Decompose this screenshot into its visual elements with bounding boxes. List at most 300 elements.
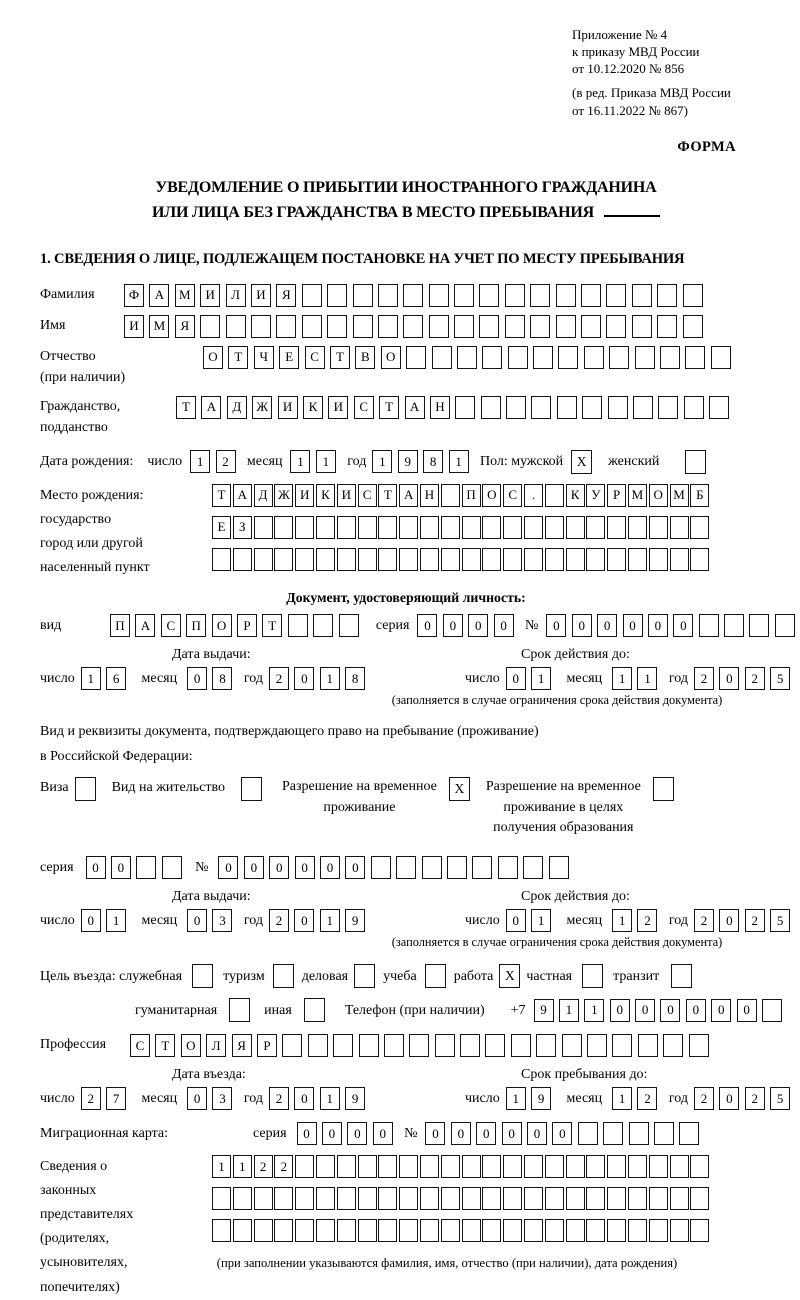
char-cell[interactable]: 3 — [212, 909, 232, 932]
residence-valid-month-cells[interactable] — [612, 909, 663, 932]
char-cell[interactable] — [457, 346, 477, 369]
char-cell[interactable]: 2 — [269, 909, 289, 932]
char-cell[interactable]: С — [130, 1034, 150, 1057]
char-cell[interactable]: Д — [227, 396, 247, 419]
char-cell[interactable]: Ф — [124, 284, 144, 307]
birthplace-cells-row1[interactable] — [212, 484, 711, 507]
char-cell[interactable] — [606, 284, 626, 307]
sex-female-checkbox[interactable] — [685, 450, 706, 474]
char-cell[interactable] — [399, 1187, 418, 1210]
doc-valid-year-cells[interactable] — [694, 667, 796, 690]
char-cell[interactable]: 2 — [694, 909, 714, 932]
char-cell[interactable] — [609, 346, 629, 369]
char-cell[interactable] — [302, 315, 322, 338]
char-cell[interactable]: 0 — [86, 856, 106, 879]
char-cell[interactable]: Д — [254, 484, 273, 507]
char-cell[interactable]: Т — [228, 346, 248, 369]
char-cell[interactable]: С — [503, 484, 522, 507]
char-cell[interactable]: П — [186, 614, 206, 637]
char-cell[interactable]: 2 — [216, 450, 236, 473]
char-cell[interactable]: С — [354, 396, 374, 419]
char-cell[interactable]: 0 — [506, 667, 526, 690]
char-cell[interactable]: У — [586, 484, 605, 507]
char-cell[interactable] — [378, 516, 397, 539]
char-cell[interactable]: Я — [175, 315, 195, 338]
char-cell[interactable] — [663, 1034, 683, 1057]
doc-number-cells[interactable] — [546, 614, 800, 637]
char-cell[interactable]: 0 — [345, 856, 365, 879]
char-cell[interactable] — [482, 1219, 501, 1242]
char-cell[interactable] — [274, 516, 293, 539]
char-cell[interactable]: 1 — [106, 909, 126, 932]
char-cell[interactable]: А — [399, 484, 418, 507]
char-cell[interactable]: О — [203, 346, 223, 369]
char-cell[interactable] — [276, 315, 296, 338]
char-cell[interactable] — [683, 284, 703, 307]
purpose-transit-checkbox[interactable] — [671, 964, 692, 988]
char-cell[interactable] — [690, 1155, 709, 1178]
char-cell[interactable]: 2 — [745, 667, 765, 690]
stay-month-cells[interactable] — [612, 1087, 663, 1110]
char-cell[interactable] — [545, 516, 564, 539]
char-cell[interactable]: 0 — [81, 909, 101, 932]
char-cell[interactable] — [371, 856, 391, 879]
char-cell[interactable] — [441, 516, 460, 539]
char-cell[interactable] — [462, 516, 481, 539]
char-cell[interactable]: 9 — [531, 1087, 551, 1110]
profession-cells[interactable] — [130, 1034, 714, 1057]
char-cell[interactable]: 0 — [244, 856, 264, 879]
char-cell[interactable]: 2 — [637, 1087, 657, 1110]
char-cell[interactable] — [524, 548, 543, 571]
char-cell[interactable] — [295, 1219, 314, 1242]
char-cell[interactable] — [638, 1034, 658, 1057]
char-cell[interactable] — [327, 284, 347, 307]
char-cell[interactable] — [562, 1034, 582, 1057]
char-cell[interactable]: 1 — [316, 450, 336, 473]
char-cell[interactable] — [545, 1187, 564, 1210]
char-cell[interactable]: Т — [378, 484, 397, 507]
entry-month-cells[interactable] — [187, 1087, 238, 1110]
char-cell[interactable] — [313, 614, 333, 637]
residence-series-cells[interactable] — [86, 856, 188, 879]
char-cell[interactable] — [545, 1155, 564, 1178]
char-cell[interactable] — [689, 1034, 709, 1057]
char-cell[interactable] — [200, 315, 220, 338]
char-cell[interactable]: С — [161, 614, 181, 637]
char-cell[interactable] — [337, 516, 356, 539]
char-cell[interactable] — [378, 315, 398, 338]
purpose-work-checkbox[interactable]: X — [499, 964, 520, 988]
char-cell[interactable] — [633, 396, 653, 419]
migration-card-series-cells[interactable] — [297, 1122, 399, 1145]
char-cell[interactable]: 0 — [686, 999, 706, 1022]
char-cell[interactable]: Р — [237, 614, 257, 637]
char-cell[interactable]: 1 — [449, 450, 469, 473]
char-cell[interactable] — [327, 315, 347, 338]
char-cell[interactable]: 8 — [423, 450, 443, 473]
char-cell[interactable]: И — [328, 396, 348, 419]
char-cell[interactable]: 0 — [719, 1087, 739, 1110]
citizenship-cells[interactable] — [176, 396, 735, 419]
purpose-private-checkbox[interactable] — [582, 964, 603, 988]
char-cell[interactable] — [586, 1187, 605, 1210]
char-cell[interactable] — [649, 1187, 668, 1210]
char-cell[interactable]: 1 — [212, 1155, 231, 1178]
char-cell[interactable] — [162, 856, 182, 879]
char-cell[interactable] — [233, 1187, 252, 1210]
char-cell[interactable]: 1 — [372, 450, 392, 473]
char-cell[interactable] — [654, 1122, 674, 1145]
char-cell[interactable]: 9 — [345, 909, 365, 932]
char-cell[interactable]: 5 — [770, 667, 790, 690]
char-cell[interactable]: Т — [176, 396, 196, 419]
birth-day-cells[interactable] — [190, 450, 241, 473]
char-cell[interactable] — [581, 284, 601, 307]
char-cell[interactable] — [508, 346, 528, 369]
doc-type-cells[interactable] — [110, 614, 364, 637]
char-cell[interactable] — [378, 548, 397, 571]
char-cell[interactable]: 0 — [295, 856, 315, 879]
char-cell[interactable]: 0 — [373, 1122, 393, 1145]
doc-valid-month-cells[interactable] — [612, 667, 663, 690]
char-cell[interactable] — [649, 1155, 668, 1178]
char-cell[interactable] — [608, 396, 628, 419]
char-cell[interactable] — [533, 346, 553, 369]
char-cell[interactable] — [295, 1155, 314, 1178]
char-cell[interactable] — [683, 315, 703, 338]
birthplace-cells-row3[interactable] — [212, 548, 711, 571]
char-cell[interactable]: 0 — [572, 614, 592, 637]
char-cell[interactable] — [399, 516, 418, 539]
char-cell[interactable]: 8 — [345, 667, 365, 690]
char-cell[interactable] — [503, 516, 522, 539]
char-cell[interactable] — [505, 284, 525, 307]
char-cell[interactable] — [628, 516, 647, 539]
char-cell[interactable]: Ж — [274, 484, 293, 507]
char-cell[interactable] — [454, 315, 474, 338]
char-cell[interactable] — [274, 548, 293, 571]
char-cell[interactable]: 0 — [269, 856, 289, 879]
char-cell[interactable]: 0 — [719, 667, 739, 690]
char-cell[interactable] — [378, 284, 398, 307]
char-cell[interactable] — [399, 1219, 418, 1242]
char-cell[interactable]: А — [149, 284, 169, 307]
char-cell[interactable] — [556, 284, 576, 307]
char-cell[interactable] — [482, 516, 501, 539]
char-cell[interactable] — [441, 484, 460, 507]
char-cell[interactable]: 0 — [502, 1122, 522, 1145]
char-cell[interactable] — [503, 1155, 522, 1178]
char-cell[interactable]: 0 — [610, 999, 630, 1022]
char-cell[interactable]: С — [358, 484, 377, 507]
char-cell[interactable]: 0 — [648, 614, 668, 637]
char-cell[interactable]: 0 — [673, 614, 693, 637]
char-cell[interactable]: 0 — [425, 1122, 445, 1145]
char-cell[interactable]: М — [149, 315, 169, 338]
char-cell[interactable] — [358, 548, 377, 571]
char-cell[interactable] — [657, 315, 677, 338]
char-cell[interactable] — [607, 1187, 626, 1210]
char-cell[interactable]: 9 — [534, 999, 554, 1022]
char-cell[interactable] — [524, 1187, 543, 1210]
char-cell[interactable]: О — [649, 484, 668, 507]
char-cell[interactable]: Л — [226, 284, 246, 307]
char-cell[interactable]: Т — [379, 396, 399, 419]
char-cell[interactable] — [378, 1155, 397, 1178]
char-cell[interactable] — [690, 1219, 709, 1242]
char-cell[interactable] — [482, 346, 502, 369]
char-cell[interactable] — [503, 1187, 522, 1210]
char-cell[interactable]: 2 — [269, 667, 289, 690]
char-cell[interactable] — [422, 856, 442, 879]
char-cell[interactable]: 7 — [106, 1087, 126, 1110]
reps-cells-row1[interactable] — [212, 1155, 742, 1178]
char-cell[interactable]: Н — [430, 396, 450, 419]
char-cell[interactable] — [709, 396, 729, 419]
char-cell[interactable] — [586, 1155, 605, 1178]
char-cell[interactable]: И — [295, 484, 314, 507]
char-cell[interactable]: 0 — [297, 1122, 317, 1145]
char-cell[interactable] — [660, 346, 680, 369]
char-cell[interactable]: 0 — [322, 1122, 342, 1145]
char-cell[interactable] — [545, 548, 564, 571]
char-cell[interactable]: Р — [607, 484, 626, 507]
char-cell[interactable]: 2 — [694, 1087, 714, 1110]
purpose-other-checkbox[interactable] — [304, 998, 325, 1022]
char-cell[interactable] — [530, 315, 550, 338]
char-cell[interactable]: 2 — [81, 1087, 101, 1110]
char-cell[interactable] — [670, 1155, 689, 1178]
char-cell[interactable]: М — [670, 484, 689, 507]
char-cell[interactable] — [254, 548, 273, 571]
reps-cells-row2[interactable] — [212, 1187, 742, 1210]
doc-issue-day-cells[interactable] — [81, 667, 132, 690]
char-cell[interactable]: 1 — [290, 450, 310, 473]
char-cell[interactable] — [136, 856, 156, 879]
char-cell[interactable] — [233, 1219, 252, 1242]
char-cell[interactable]: 3 — [212, 1087, 232, 1110]
migration-card-number-cells[interactable] — [425, 1122, 704, 1145]
temp-residence-checkbox[interactable]: X — [449, 777, 470, 801]
char-cell[interactable] — [420, 548, 439, 571]
char-cell[interactable] — [358, 1155, 377, 1178]
char-cell[interactable] — [628, 1155, 647, 1178]
char-cell[interactable]: К — [316, 484, 335, 507]
firstname-cells[interactable] — [124, 315, 708, 338]
char-cell[interactable]: 1 — [320, 1087, 340, 1110]
char-cell[interactable] — [523, 856, 543, 879]
char-cell[interactable] — [690, 548, 709, 571]
char-cell[interactable]: 2 — [274, 1155, 293, 1178]
char-cell[interactable] — [684, 396, 704, 419]
char-cell[interactable] — [581, 315, 601, 338]
char-cell[interactable] — [670, 1219, 689, 1242]
char-cell[interactable]: 2 — [254, 1155, 273, 1178]
char-cell[interactable]: 2 — [745, 909, 765, 932]
char-cell[interactable] — [670, 548, 689, 571]
char-cell[interactable] — [582, 396, 602, 419]
char-cell[interactable] — [337, 1155, 356, 1178]
char-cell[interactable] — [353, 284, 373, 307]
char-cell[interactable]: А — [135, 614, 155, 637]
birth-year-cells[interactable] — [372, 450, 474, 473]
char-cell[interactable]: Б — [690, 484, 709, 507]
char-cell[interactable] — [454, 284, 474, 307]
doc-issue-year-cells[interactable] — [269, 667, 371, 690]
char-cell[interactable] — [441, 548, 460, 571]
char-cell[interactable] — [632, 284, 652, 307]
char-cell[interactable] — [586, 548, 605, 571]
char-cell[interactable] — [254, 1187, 273, 1210]
char-cell[interactable]: Е — [279, 346, 299, 369]
char-cell[interactable] — [545, 484, 564, 507]
char-cell[interactable] — [485, 1034, 505, 1057]
patronymic-cells[interactable] — [203, 346, 736, 369]
char-cell[interactable]: Р — [257, 1034, 277, 1057]
char-cell[interactable] — [251, 315, 271, 338]
char-cell[interactable]: 1 — [612, 1087, 632, 1110]
char-cell[interactable] — [420, 1219, 439, 1242]
char-cell[interactable]: 1 — [233, 1155, 252, 1178]
char-cell[interactable] — [333, 1034, 353, 1057]
char-cell[interactable]: 1 — [559, 999, 579, 1022]
char-cell[interactable] — [378, 1219, 397, 1242]
char-cell[interactable] — [607, 1155, 626, 1178]
char-cell[interactable] — [558, 346, 578, 369]
char-cell[interactable]: 0 — [552, 1122, 572, 1145]
char-cell[interactable] — [316, 1219, 335, 1242]
char-cell[interactable] — [724, 614, 744, 637]
char-cell[interactable]: 5 — [770, 909, 790, 932]
char-cell[interactable]: К — [303, 396, 323, 419]
char-cell[interactable]: 1 — [506, 1087, 526, 1110]
char-cell[interactable]: 0 — [218, 856, 238, 879]
char-cell[interactable]: И — [278, 396, 298, 419]
char-cell[interactable] — [399, 548, 418, 571]
char-cell[interactable] — [435, 1034, 455, 1057]
doc-valid-day-cells[interactable] — [506, 667, 557, 690]
char-cell[interactable] — [337, 1219, 356, 1242]
char-cell[interactable] — [432, 346, 452, 369]
char-cell[interactable]: 0 — [476, 1122, 496, 1145]
sex-male-checkbox[interactable]: X — [571, 450, 592, 474]
char-cell[interactable] — [212, 1219, 231, 1242]
char-cell[interactable] — [649, 1219, 668, 1242]
char-cell[interactable] — [606, 315, 626, 338]
char-cell[interactable] — [274, 1219, 293, 1242]
char-cell[interactable] — [254, 1219, 273, 1242]
char-cell[interactable]: 1 — [320, 667, 340, 690]
char-cell[interactable] — [396, 856, 416, 879]
char-cell[interactable] — [566, 516, 585, 539]
purpose-tourism-checkbox[interactable] — [273, 964, 294, 988]
char-cell[interactable]: 2 — [269, 1087, 289, 1110]
char-cell[interactable] — [358, 516, 377, 539]
char-cell[interactable]: О — [381, 346, 401, 369]
char-cell[interactable] — [295, 516, 314, 539]
char-cell[interactable] — [649, 548, 668, 571]
char-cell[interactable]: 0 — [660, 999, 680, 1022]
char-cell[interactable] — [690, 1187, 709, 1210]
char-cell[interactable]: И — [124, 315, 144, 338]
char-cell[interactable] — [316, 1187, 335, 1210]
char-cell[interactable] — [503, 1219, 522, 1242]
char-cell[interactable] — [274, 1187, 293, 1210]
char-cell[interactable] — [584, 346, 604, 369]
char-cell[interactable] — [358, 1187, 377, 1210]
entry-year-cells[interactable] — [269, 1087, 371, 1110]
char-cell[interactable] — [498, 856, 518, 879]
char-cell[interactable] — [358, 1219, 377, 1242]
char-cell[interactable] — [749, 614, 769, 637]
char-cell[interactable] — [670, 1187, 689, 1210]
char-cell[interactable]: 0 — [451, 1122, 471, 1145]
char-cell[interactable] — [226, 315, 246, 338]
char-cell[interactable] — [429, 284, 449, 307]
char-cell[interactable] — [282, 1034, 302, 1057]
char-cell[interactable] — [482, 1187, 501, 1210]
char-cell[interactable] — [629, 1122, 649, 1145]
char-cell[interactable] — [409, 1034, 429, 1057]
reps-cells-row3[interactable] — [212, 1219, 742, 1242]
char-cell[interactable] — [566, 1187, 585, 1210]
char-cell[interactable] — [254, 516, 273, 539]
char-cell[interactable] — [557, 396, 577, 419]
char-cell[interactable]: 8 — [212, 667, 232, 690]
char-cell[interactable] — [566, 1155, 585, 1178]
char-cell[interactable] — [460, 1034, 480, 1057]
char-cell[interactable] — [607, 516, 626, 539]
purpose-official-checkbox[interactable] — [192, 964, 213, 988]
char-cell[interactable]: Л — [206, 1034, 226, 1057]
char-cell[interactable]: Т — [212, 484, 231, 507]
char-cell[interactable]: 0 — [494, 614, 514, 637]
char-cell[interactable] — [441, 1219, 460, 1242]
char-cell[interactable]: 0 — [527, 1122, 547, 1145]
char-cell[interactable] — [462, 1155, 481, 1178]
char-cell[interactable] — [295, 1187, 314, 1210]
char-cell[interactable]: 0 — [187, 909, 207, 932]
char-cell[interactable] — [649, 516, 668, 539]
char-cell[interactable]: 1 — [531, 667, 551, 690]
char-cell[interactable] — [658, 396, 678, 419]
char-cell[interactable]: 0 — [111, 856, 131, 879]
char-cell[interactable]: Т — [155, 1034, 175, 1057]
char-cell[interactable]: 1 — [531, 909, 551, 932]
char-cell[interactable] — [711, 346, 731, 369]
char-cell[interactable]: 9 — [398, 450, 418, 473]
entry-day-cells[interactable] — [81, 1087, 132, 1110]
char-cell[interactable] — [524, 516, 543, 539]
char-cell[interactable]: Я — [232, 1034, 252, 1057]
char-cell[interactable] — [420, 1187, 439, 1210]
char-cell[interactable] — [441, 1187, 460, 1210]
char-cell[interactable]: К — [566, 484, 585, 507]
char-cell[interactable] — [302, 284, 322, 307]
char-cell[interactable] — [586, 1219, 605, 1242]
char-cell[interactable]: 0 — [506, 909, 526, 932]
char-cell[interactable] — [359, 1034, 379, 1057]
char-cell[interactable] — [607, 548, 626, 571]
char-cell[interactable]: 0 — [320, 856, 340, 879]
char-cell[interactable]: А — [405, 396, 425, 419]
char-cell[interactable]: 0 — [187, 1087, 207, 1110]
char-cell[interactable] — [212, 548, 231, 571]
visa-checkbox[interactable] — [75, 777, 96, 801]
doc-issue-month-cells[interactable] — [187, 667, 238, 690]
char-cell[interactable]: 0 — [623, 614, 643, 637]
